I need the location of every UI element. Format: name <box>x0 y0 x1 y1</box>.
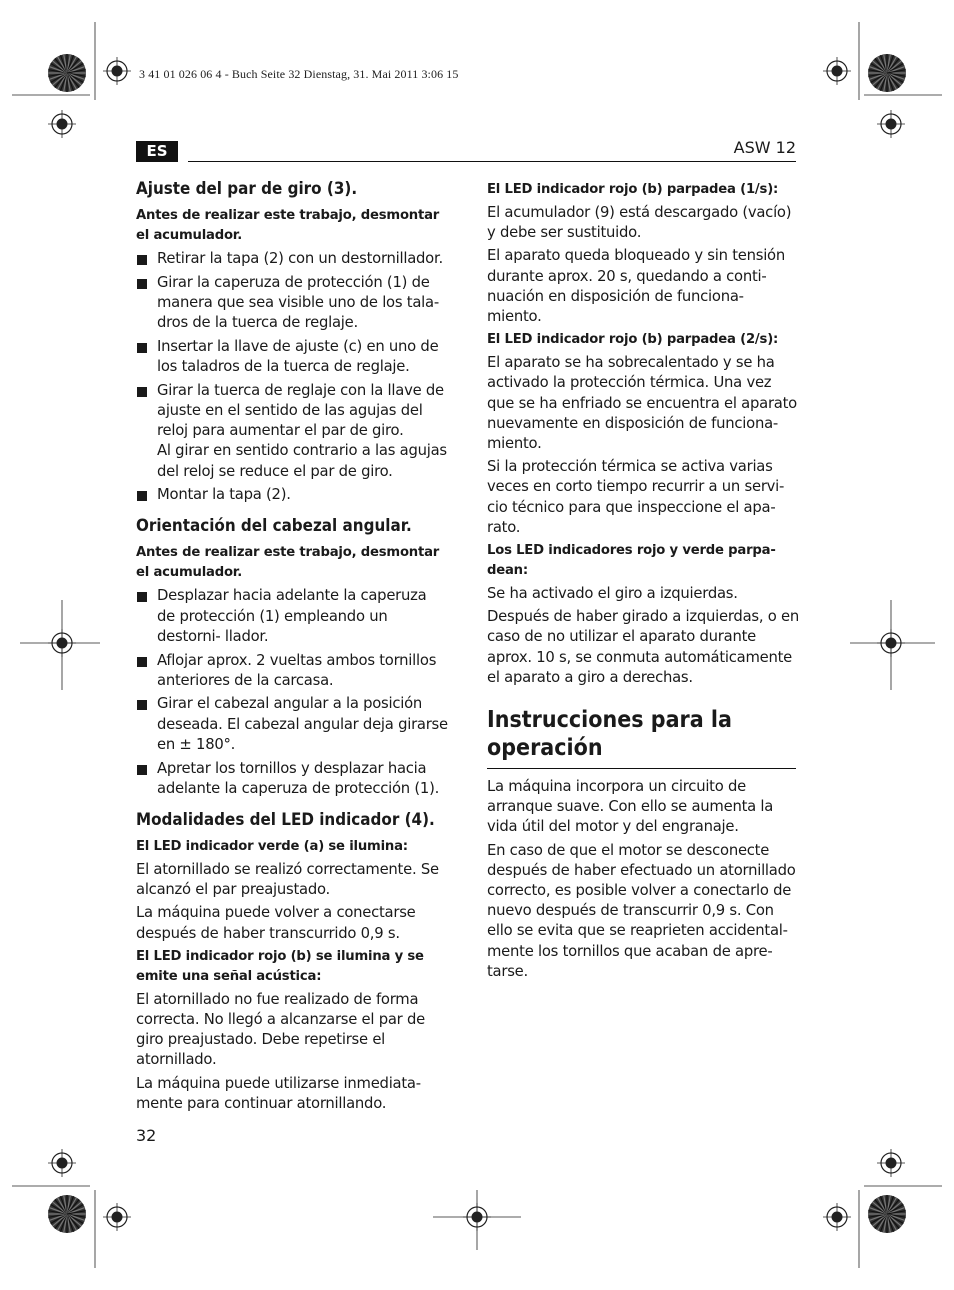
paragraph: La máquina incorpora un circuito de arranque suave. Con ello se aumenta la vida útil del motor y del engranaje. <box>487 778 774 836</box>
crosshair-icon <box>823 57 851 85</box>
section-title-operation: Instrucciones para la operación <box>487 707 732 762</box>
page-number: 32 <box>136 1126 157 1145</box>
warning-torque: Antes de realizar este trabajo, desmontar el acumulador. <box>136 208 440 243</box>
paragraph: La máquina puede utilizarse inmediata- mente para continuar atornillando. <box>136 1074 421 1112</box>
list-item: Girar la tuerca de reglaje con la llave de ajuste en el sentido de las agujas del reloj para aumentar el par de giro. Al girar en sentido contrario a las agujas del reloj se reduce el par de giro. <box>136 381 448 482</box>
paragraph: El atornillado no fue realizado de forma correcta. No llegó a alcanzarse el par de giro preajustado. Debe repetirse el atornillado. <box>136 990 425 1069</box>
crosshair-icon <box>48 110 76 138</box>
print-slug: 3 41 01 026 06 4 - Buch Seite 32 Dienstag, 31. Mai 2011 3:06 15 <box>139 67 459 81</box>
language-badge: ES <box>136 141 178 162</box>
subheading-green-led: El LED indicador verde (a) se ilumina: <box>136 838 408 854</box>
paragraph: Si la protección térmica se activa varias veces en corto tiempo recurrir a un servi- cio técnico para que inspeccione el apa- rato. <box>487 458 785 536</box>
section-title-torque: Ajuste del par de giro (3). <box>136 179 358 198</box>
bullet-icon <box>137 255 147 265</box>
warning-head: Antes de realizar este trabajo, desmontar el acumulador. <box>136 545 440 581</box>
list-item: Montar la tapa (2). <box>136 485 448 505</box>
paragraph: El atornillado se realizó correctamente. Se alcanzó el par preajustado. <box>136 860 439 899</box>
left-column <box>136 178 448 1117</box>
star-target-icon <box>868 54 906 92</box>
list-item: Retirar la tapa (2) con un destornillador. <box>136 249 448 269</box>
crosshair-icon <box>103 1203 131 1231</box>
star-target-icon <box>48 54 86 92</box>
title-rule <box>487 768 796 769</box>
list-item: Desplazar hacia adelante la caperuza de protección (1) empleando un destorni- llador. <box>136 586 448 647</box>
list-item: Girar la caperuza de protección (1) de manera que sea visible uno de los tala- dros de la tuerca de reglaje. <box>136 273 448 334</box>
crosshair-icon <box>48 1149 76 1177</box>
head-steps <box>136 586 448 799</box>
star-target-icon <box>868 1195 906 1233</box>
right-column <box>487 180 799 985</box>
paragraph: Se ha activado el giro a izquierdas. <box>487 585 738 603</box>
subheading-red-green-blink: Los LED indicadores rojo y verde parpa- dean: <box>487 543 776 579</box>
crosshair-icon <box>877 1149 905 1177</box>
paragraph: El aparato se ha sobrecalentado y se ha activado la protección térmica. Una vez que se ha enfriado se encuentra el aparato nuevamente en disposición de funciona- miento. <box>487 354 797 453</box>
bullet-icon <box>137 387 147 397</box>
bullet-icon <box>137 491 147 501</box>
list-item: Apretar los tornillos y desplazar hacia adelante la caperuza de protección (1). <box>136 759 448 799</box>
header-rule <box>188 161 796 162</box>
bullet-icon <box>137 700 147 710</box>
bullet-icon <box>137 657 147 667</box>
subheading-red-blink-1: El LED indicador rojo (b) parpadea (1/s): <box>487 182 779 197</box>
list-item: Aflojar aprox. 2 vueltas ambos tornillos anteriores de la carcasa. <box>136 651 448 691</box>
bullet-icon <box>137 279 147 289</box>
paragraph: El acumulador (9) está descargado (vacío) y debe ser sustituido. <box>487 204 792 242</box>
paragraph: Después de haber girado a izquierdas, o en caso de no utilizar el aparato durante aprox. 10 s, se conmuta automáticamente el aparato a giro a derechas. <box>487 608 799 686</box>
torque-steps <box>136 249 448 505</box>
crosshair-icon <box>877 110 905 138</box>
crosshair-icon <box>823 1203 851 1231</box>
crosshair-icon <box>103 57 131 85</box>
subheading-red-led: El LED indicador rojo (b) se ilumina y se emite una señal acústica: <box>136 948 424 984</box>
paragraph: La máquina puede volver a conectarse después de haber transcurrido 0,9 s. <box>136 904 416 942</box>
subheading-red-blink-2: El LED indicador rojo (b) parpadea (2/s): <box>487 332 779 348</box>
list-item: Insertar la llave de ajuste (c) en uno de los taladros de la tuerca de reglaje. <box>136 337 448 377</box>
bullet-icon <box>137 765 147 775</box>
section-title-led: Modalidades del LED indicador (4). <box>136 809 435 829</box>
bullet-icon <box>137 592 147 602</box>
paragraph: En caso de que el motor se desconecte después de haber efectuado un atornillado correcto, es posible volver a conectarlo de nuevo después de transcurrir 0,9 s. Con ello se evita que se reaprieten accidental- mente los tornillos que acaban de apre- tarse. <box>487 841 796 980</box>
model-label: ASW 12 <box>733 138 796 157</box>
paragraph: El aparato queda bloqueado y sin tensión durante aprox. 20 s, quedando a conti- nuación en disposición de funciona- miento. <box>487 247 785 326</box>
list-item: Girar el cabezal angular a la posición deseada. El cabezal angular deja girarse en ± 180°. <box>136 694 448 755</box>
star-target-icon <box>48 1195 86 1233</box>
section-title-head: Orientación del cabezal angular. <box>136 516 412 536</box>
bullet-icon <box>137 343 147 353</box>
